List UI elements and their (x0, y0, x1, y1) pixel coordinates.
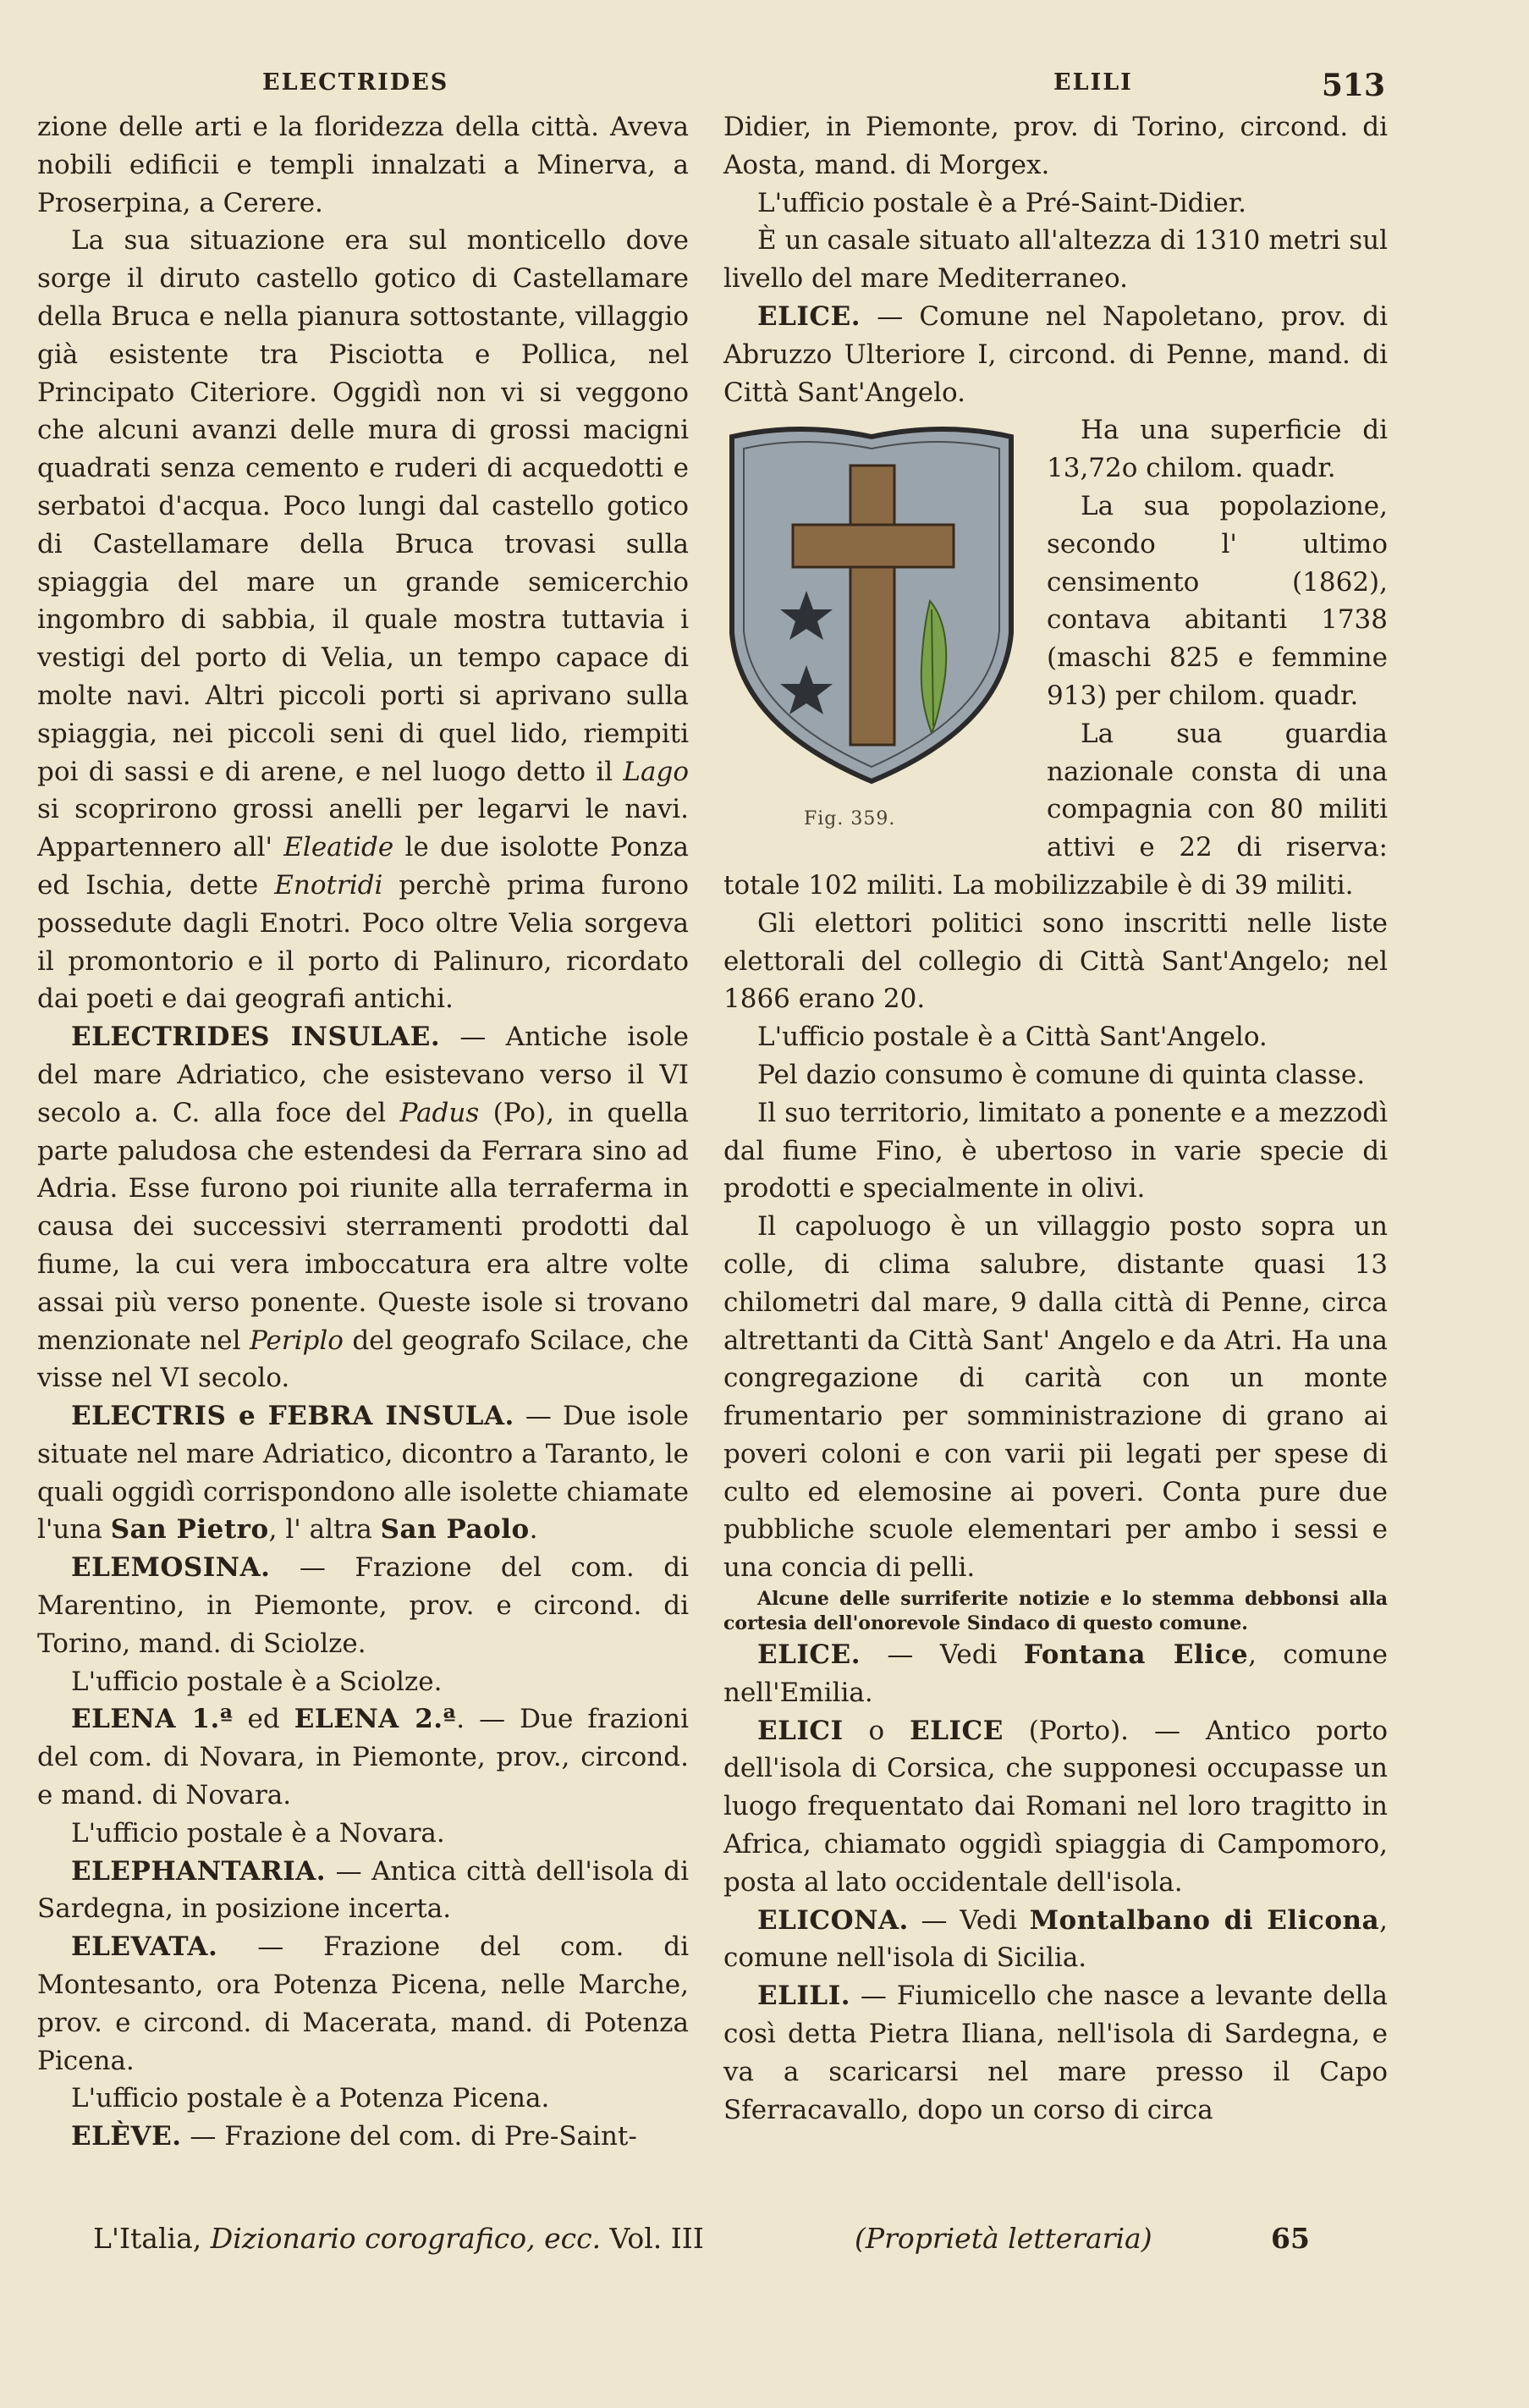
entry-elicona: ELICONA. — Vedi Montalbano di Elicona, comune nell'isola di Sicilia. (723, 1904, 1388, 1974)
elevata-postal-line: L'ufficio postale è a Potenza Picena. (71, 2083, 550, 2114)
elice-capoluogo: Il capoluogo è un villaggio posto sopra un colle, di clima salubre, distante quasi 13 chilometri dal mare, 9 dalla città di Penne, circa altrettanti da Città Sant' Angelo e da Atri. Ha una congregazione di carità con un monte frumentario per somministrazione di grano ai poveri coloni e con varii pii legati per spese di culto ed elemosine ai poveri. Conta pure due pubbliche scuole elementari per ambo i sessi e una concia di pelli. (723, 1211, 1388, 1584)
entry-electris-febra-insula: ELECTRIS e FEBRA INSULA. — Due isole situate nel mare Adriatico, dicontro a Taranto, le quali oggidì corrispondono alle isolette chiamate l'una San Pietro, l' altra San Paolo. (37, 1401, 689, 1546)
elice-national-guard: La sua guardia nazionale consta di una compagnia con 80 militi attivi e 22 di riserva: totale 102 militi. La mobilizzabile è di 39 militi. (723, 718, 1388, 901)
coat-of-arms-figure (723, 411, 1037, 835)
elice-source-note: Alcune delle surriferite notizie e lo stemma debbonsi alla cortesia dell'onorevole Sindaco di questo comune. (723, 1588, 1388, 1635)
elice-electors: Gli elettori politici sono inscritti nelle liste elettorali del collegio di Città Sant'Angelo; nel 1866 erano 20. (723, 907, 1388, 1015)
eleve-altitude-line: È un casale situato all'altezza di 1310 metri sul livello del mare Mediterraneo. (723, 225, 1388, 295)
figure-caption: Fig. 359. (804, 808, 896, 830)
entry-elevata: ELEVATA. — Frazione del com. di Montesanto, ora Potenza Picena, nelle Marche, prov. e circond. di Macerata, mand. di Potenza Picena. (37, 1931, 689, 2076)
right-column (723, 108, 1388, 2129)
velia-description-paragraph: La sua situazione era sul monticello dove sorge il diruto castello gotico di Castellamare della Bruca e nella pianura sottostante, villaggio già esistente tra Pisciotta e Pollica, nel Principato Citeriore. Oggidì non vi si veggono che alcuni avanzi delle mura di grossi macigni quadrati senza cemento e ruderi di acquedotti e serbatoi d'acqua. Poco lungi dal castello gotico di Castellamare della Bruca trovasi sulla spiaggia del mare un grande semicerchio ingombro di sabbia, il quale mostra tuttavia i vestigi del porto di Velia, un tempo capace di molte navi. Altri piccoli porti si aprivano sulla spiaggia, nei piccoli seni di quel lido, riempiti poi di sassi e di arene, e nel luogo detto il Lago si scoprirono grossi anelli per legarvi le navi. Appartennero all' Eleatide le due isolotte Ponza ed Ischia, dette Enotridi perchè prima furono possedute dagli Enotri. Poco oltre Velia sorgeva il promontorio e il porto di Palinuro, ricordato dai poeti e dai geografi antichi. (37, 225, 690, 1015)
page-number: 513 (1321, 68, 1385, 103)
entry-elena: ELENA 1.ª ed ELENA 2.ª. — Due frazioni del com. di Novara, in Piemonte, prov., circond. e mand. di Novara. (37, 1704, 689, 1811)
left-column (37, 108, 689, 2156)
entry-elici-porto: ELICI o ELICE (Porto). — Antico porto dell'isola di Corsica, che supponesi occupasse un luogo frequentato dai Romani nel loro tragitto in Africa, chiamato oggidì spiaggia di Campomoro, posta al lato occidentale dell'isola. (723, 1715, 1388, 1898)
entry-elice-heading: ELICE. — Comune nel Napoletano, prov. di Abruzzo Ulteriore I, circond. di Penne, mand. di Città Sant'Angelo. (723, 300, 1388, 408)
elice-postal-line: L'ufficio postale è a Città Sant'Angelo. (757, 1022, 1268, 1053)
eleve-continuation: Didier, in Piemonte, prov. di Torino, circond. di Aosta, mand. di Morgex. (723, 112, 1388, 180)
entry-elemosina: ELEMOSINA. — Frazione del com. di Marentino, in Piemonte, prov. e circond. di Torino, mand. di Sciolze. (37, 1552, 689, 1659)
footer-copyright: (Proprietà letteraria) (855, 2222, 1152, 2255)
entry-elephantaria: ELEPHANTARIA. — Antica città dell'isola di Sardegna, in posizione incerta. (37, 1855, 689, 1925)
shield-with-cross-stars-palm-icon (723, 422, 1020, 794)
elemosina-postal-line: L'ufficio postale è a Sciolze. (71, 1666, 443, 1697)
eleve-postal-line: L'ufficio postale è a Pré-Saint-Didier. (757, 187, 1246, 218)
entry-elili: ELILI. — Fiumicello che nasce a levante della così detta Pietra Iliana, nell'isola di Sardegna, e va a scaricarsi nel mare presso il Capo Sferracavallo, dopo un corso di circa (723, 1981, 1388, 2125)
left-running-head: ELECTRIDES (262, 69, 449, 96)
footer-signature-number: 65 (1271, 2222, 1310, 2255)
continuation-paragraph: zione delle arti e la floridezza della città. Aveva nobili edificii e templi innalzati a Minerva, a Proserpina, a Cerere. (37, 112, 689, 218)
elena-postal-line: L'ufficio postale è a Novara. (71, 1817, 445, 1849)
elice-area: Ha una superficie di 13,72o chilom. quadr. (1047, 415, 1388, 484)
elice-population: La sua popolazione, secondo l' ultimo censimento (1862), contava abitanti 1738 (maschi 825 e femmine 913) per chilom. quadr. (1047, 490, 1388, 711)
elice-territory: Il suo territorio, limitato a ponente e a mezzodì dal fiume Fino, è ubertoso in varie specie di prodotti e specialmente in olivi. (723, 1097, 1388, 1204)
elice-tax-class: Pel dazio consumo è comune di quinta classe. (757, 1059, 1366, 1090)
entry-electrides-insulae: ELECTRIDES INSULAE. — Antiche isole del mare Adriatico, che esistevano verso il VI secolo a. C. alla foce del Padus (Po), in quella parte paludosa che estendesi da Ferrara sino ad Adria. Esse furono poi riunite alla terraferma in causa dei successivi sterramenti prodotti dal fiume, la cui vera imboccatura era altre volte assai più verso ponente. Queste isole si trovano menzionate nel Periplo del geografo Scilace, che visse nel VI secolo. (37, 1022, 690, 1394)
entry-eleve: ELÈVE. — Frazione del com. di Pre-Saint- (71, 2121, 637, 2152)
right-running-head: ELILI (1053, 69, 1133, 96)
entry-elice-fontana: ELICE. — Vedi Fontana Elice, comune nell'Emilia. (723, 1639, 1389, 1708)
footer-publication: L'Italia, Dizionario corografico, ecc. Vol. III (93, 2222, 704, 2255)
